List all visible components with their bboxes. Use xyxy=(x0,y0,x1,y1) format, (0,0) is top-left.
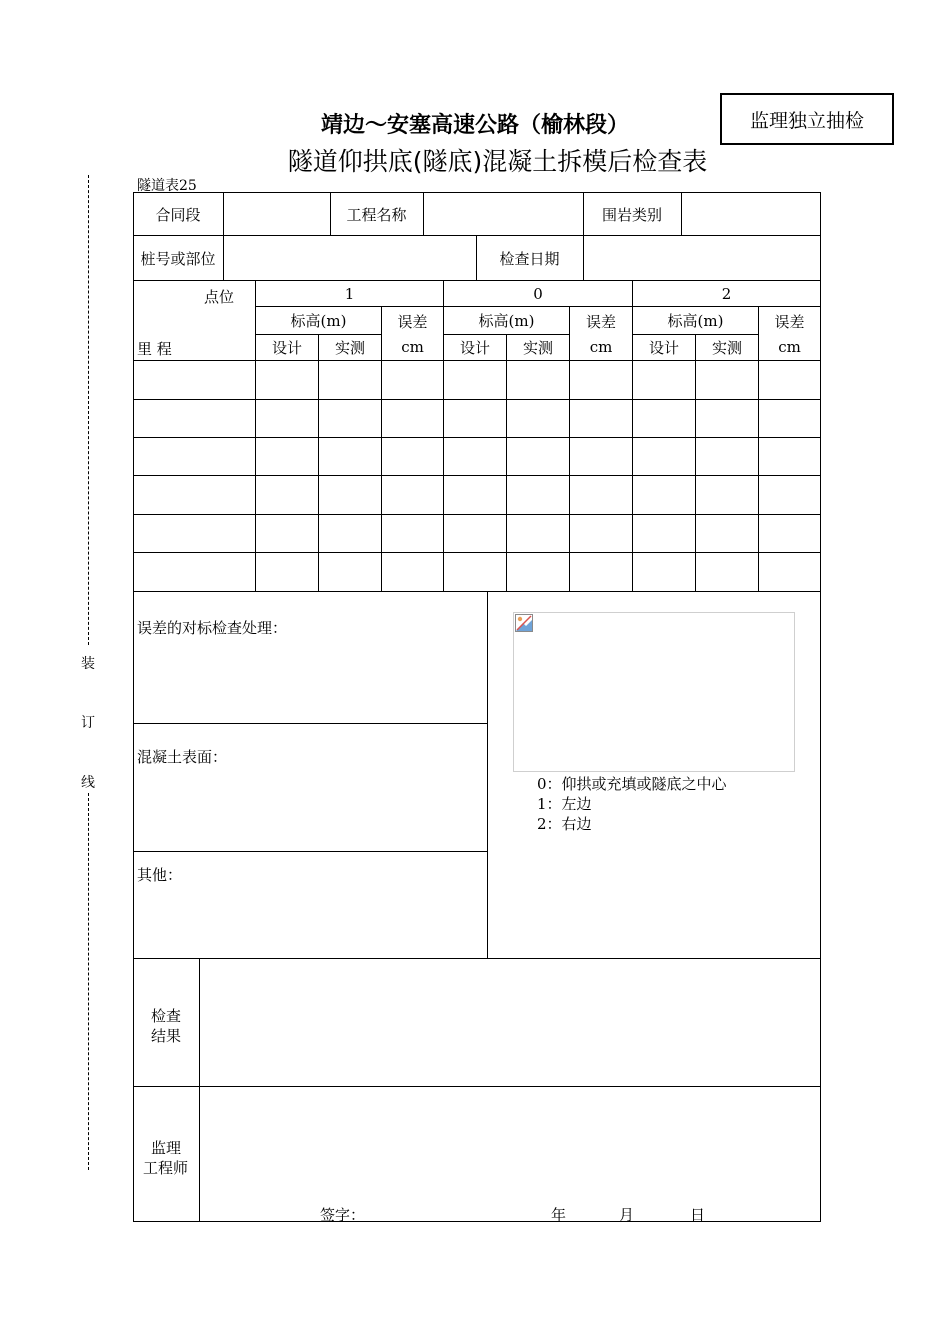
check-date-field[interactable] xyxy=(584,236,820,280)
design-header: 设计 xyxy=(459,339,490,357)
project-name-label: 工程名称 xyxy=(346,205,407,224)
legend-item: 2：右边 xyxy=(537,815,592,833)
point-header-2: 2 xyxy=(721,284,732,303)
result-label-1: 检查 xyxy=(151,1007,182,1025)
binding-char-3: 线 xyxy=(81,775,95,791)
rock-class-label: 围岩类别 xyxy=(601,205,662,224)
station-field[interactable] xyxy=(224,236,476,280)
point-label: 点位 xyxy=(204,288,235,306)
binding-char-1: 装 xyxy=(81,656,95,672)
result-label-2: 结果 xyxy=(151,1027,182,1045)
measured-header: 实测 xyxy=(334,339,365,357)
point-header-0: 0 xyxy=(533,284,543,303)
check-result-field[interactable] xyxy=(200,959,820,1086)
design-header: 设计 xyxy=(648,339,679,357)
elevation-header: 标高(m) xyxy=(478,312,535,330)
other-label: 其他： xyxy=(137,866,183,884)
error-header: 误差 xyxy=(585,312,616,331)
binding-line-top xyxy=(88,175,89,645)
engineer-comment-field[interactable] xyxy=(200,1087,820,1197)
contract-section-field[interactable] xyxy=(224,192,330,236)
table-row[interactable] xyxy=(134,400,820,437)
point-header-1: 1 xyxy=(344,284,355,303)
error-header: 误差 xyxy=(397,312,428,331)
error-unit: cm xyxy=(778,338,801,356)
form-title: 隧道仰拱底(隧底)混凝土拆模后检查表 xyxy=(287,147,708,176)
table-row[interactable] xyxy=(134,515,820,552)
station-label: 桩号或部位 xyxy=(140,249,216,268)
elevation-header: 标高(m) xyxy=(290,312,347,330)
legend-item: 0：仰拱或充填或隧底之中心 xyxy=(537,775,727,793)
broken-image-icon xyxy=(515,614,533,632)
day-label: 日 xyxy=(690,1206,706,1224)
table-row[interactable] xyxy=(134,438,820,475)
table-row[interactable] xyxy=(134,476,820,514)
legend-item: 1：左边 xyxy=(537,795,592,813)
project-name-field[interactable] xyxy=(424,192,583,236)
binding-char-2: 订 xyxy=(81,715,95,731)
error-unit: cm xyxy=(589,338,613,356)
month-label: 月 xyxy=(619,1206,635,1224)
table-row[interactable] xyxy=(134,553,820,591)
year-label: 年 xyxy=(551,1206,567,1224)
engineer-label-1: 监理 xyxy=(151,1139,182,1157)
error-handling-label: 误差的对标检查处理： xyxy=(137,619,288,637)
elevation-header: 标高(m) xyxy=(667,312,724,330)
supervision-stamp: 监理独立抽检 xyxy=(720,93,894,145)
check-date-label: 检查日期 xyxy=(499,249,560,268)
signature-label: 签字： xyxy=(320,1206,366,1224)
table-row[interactable] xyxy=(134,361,820,399)
binding-line-bottom xyxy=(88,793,89,1170)
diagram-image-placeholder xyxy=(513,612,795,772)
design-header: 设计 xyxy=(271,339,302,357)
engineer-label-2: 工程师 xyxy=(143,1159,189,1177)
concrete-surface-label: 混凝土表面： xyxy=(137,748,228,766)
rock-class-field[interactable] xyxy=(682,192,820,236)
error-header: 误差 xyxy=(774,312,805,331)
mileage-label: 里 程 xyxy=(137,340,172,358)
measured-header: 实测 xyxy=(711,339,742,357)
form-number: 隧道表25 xyxy=(137,178,197,194)
measured-header: 实测 xyxy=(522,339,553,357)
error-unit: cm xyxy=(401,338,424,356)
project-title: 靖边～安塞高速公路（榆林段） xyxy=(320,113,629,138)
contract-section-label: 合同段 xyxy=(155,205,201,224)
